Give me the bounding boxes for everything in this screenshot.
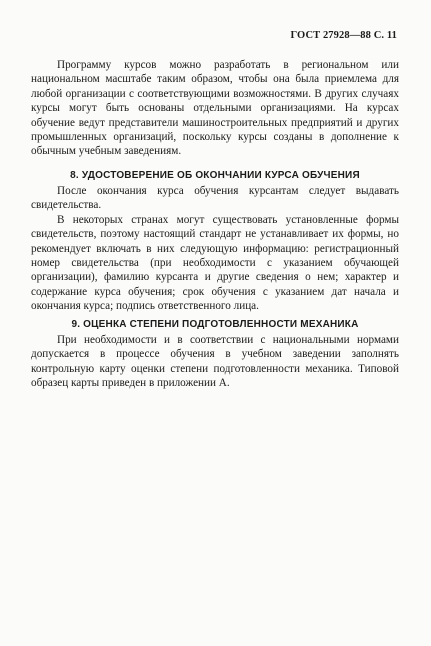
section-9-paragraph-1: При необходимости и в соответствии с национальными нормами допускается в процессе обучения в учебном заведении заполнять контрольную карту оценки степени подготовленности механика. Типовой образец карты приведен в приложении А. bbox=[31, 334, 399, 390]
section-8-body bbox=[31, 184, 399, 314]
intro-paragraph: Программу курсов можно разработать в региональном или национальном масштабе таким образом, чтобы она была приемлема для любой организации с соответствующими возможностями. В других случаях курсы могут быть основаны отдельными организациями. На курсах обучение ведут представители машиностроительных предприятий и других промышленных организаций, поскольку курсы созданы в дополнение к обычным учебным заведениям. bbox=[31, 59, 399, 158]
section-9-body bbox=[31, 333, 399, 391]
section-8-heading: 8. УДОСТОВЕРЕНИЕ ОБ ОКОНЧАНИИ КУРСА ОБУЧЕНИЯ bbox=[70, 170, 360, 181]
section-9-heading: 9. ОЦЕНКА СТЕПЕНИ ПОДГОТОВЛЕННОСТИ МЕХАНИКА bbox=[71, 319, 359, 330]
intro-section bbox=[31, 58, 399, 159]
page-header: ГОСТ 27928—88 С. 11 bbox=[290, 30, 397, 41]
section-8-paragraph-1: После окончания курса обучения курсантам следует выдавать свидетельства. bbox=[31, 185, 399, 212]
section-8-paragraph-2: В некоторых странах могут существовать установленные формы свидетельств, поэтому настоящий стандарт не устанавливает их формы, но рекомендует включать в них следующую информацию: регистрационный номер свидетельства (при необходимости с указанием обучающей организации), фамилию курсанта и другие сведения о нем; характер и содержание курса обучения; срок обучения с указанием дат начала и окончания курса; подпись ответственного лица. bbox=[31, 213, 399, 313]
